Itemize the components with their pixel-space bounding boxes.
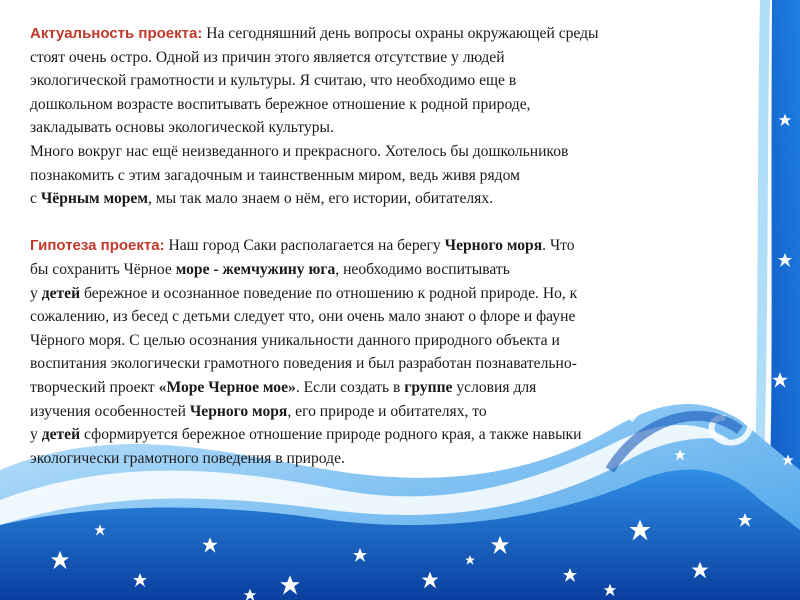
relevance-line-8-post: , мы так мало знаем о нём, его истории, обитателях.	[147, 190, 494, 208]
relevance-line-8-pre: с	[30, 190, 41, 208]
relevance-line-2: стоят очень остро. Одной из причин этого является отсутствие у людей	[30, 48, 505, 66]
hypothesis-line-10: экологически грамотного поведения в природе.	[30, 449, 345, 467]
paragraph-spacer	[30, 211, 765, 235]
relevance-line-5: закладывать основы экологической культуры.	[30, 119, 334, 137]
hypothesis-line-2-pre: бы сохранить Чёрное	[30, 260, 176, 278]
relevance-line-3: экологической грамотности и культуры. Я считаю, что необходимо еще в	[30, 72, 517, 90]
black-sea-emphasis: Чёрным морем	[40, 190, 148, 208]
hypothesis-line-8-pre: изучения особенностей	[30, 402, 190, 420]
hypothesis-line-9-pre: у	[30, 426, 42, 444]
hypothesis-line-1-post: . Что	[542, 237, 575, 255]
hypothesis-line-3-pre: у	[30, 284, 42, 302]
hypothesis-line-7-pre: творческий проект	[30, 378, 159, 396]
children-emphasis-2: детей	[41, 426, 81, 444]
children-emphasis: детей	[41, 284, 81, 302]
relevance-line-4: дошкольном возрасте воспитывать бережное отношение к родной природе,	[30, 95, 531, 113]
hypothesis-line-6: воспитания экологически грамотного поведения и был разработан познавательно-	[30, 355, 577, 373]
hypothesis-paragraph	[30, 234, 765, 470]
relevance-line-7: познакомить с этим загадочным и таинственным миром, ведь живя рядом	[30, 166, 520, 184]
black-sea-emphasis-3: Черного моря	[189, 402, 288, 420]
relevance-paragraph	[30, 22, 765, 211]
hypothesis-line-9-post: сформируется бережное отношение природе родного края, а также навыки	[80, 426, 582, 444]
hypothesis-line-5: Чёрного моря. С целью осознания уникальности данного природного объекта и	[30, 331, 560, 349]
hypothesis-line-7-post: условия для	[452, 378, 537, 396]
hypothesis-line-8-post: , его природе и обитателях, то	[287, 402, 487, 420]
hypothesis-line-1-pre: Наш город Саки располагается на берегу	[164, 237, 445, 255]
project-title-emphasis: «Море Черное мое»	[158, 378, 296, 396]
hypothesis-line-4: сожалению, из бесед с детьми следует что, они очень мало знают о флоре и фауне	[30, 308, 576, 326]
relevance-line-1: На сегодняшний день вопросы охраны окружающей среды	[202, 25, 599, 42]
hypothesis-line-2-post: , необходимо воспитывать	[335, 260, 510, 278]
pearl-of-south-emphasis: море - жемчужину юга	[175, 260, 336, 278]
relevance-heading: Актуальность проекта:	[30, 25, 203, 42]
group-emphasis: группе	[404, 378, 453, 396]
hypothesis-heading: Гипотеза проекта:	[30, 237, 165, 255]
slide-text-block	[30, 22, 765, 470]
relevance-line-6: Много вокруг нас ещё неизведанного и прекрасного. Хотелось бы дошкольников	[30, 142, 569, 160]
hypothesis-line-3-post: бережное и осознанное поведение по отношению к родной природе. Но, к	[80, 284, 578, 302]
hypothesis-line-7-mid: . Если создать в	[295, 378, 405, 396]
black-sea-emphasis-2: Черного моря	[444, 237, 543, 255]
